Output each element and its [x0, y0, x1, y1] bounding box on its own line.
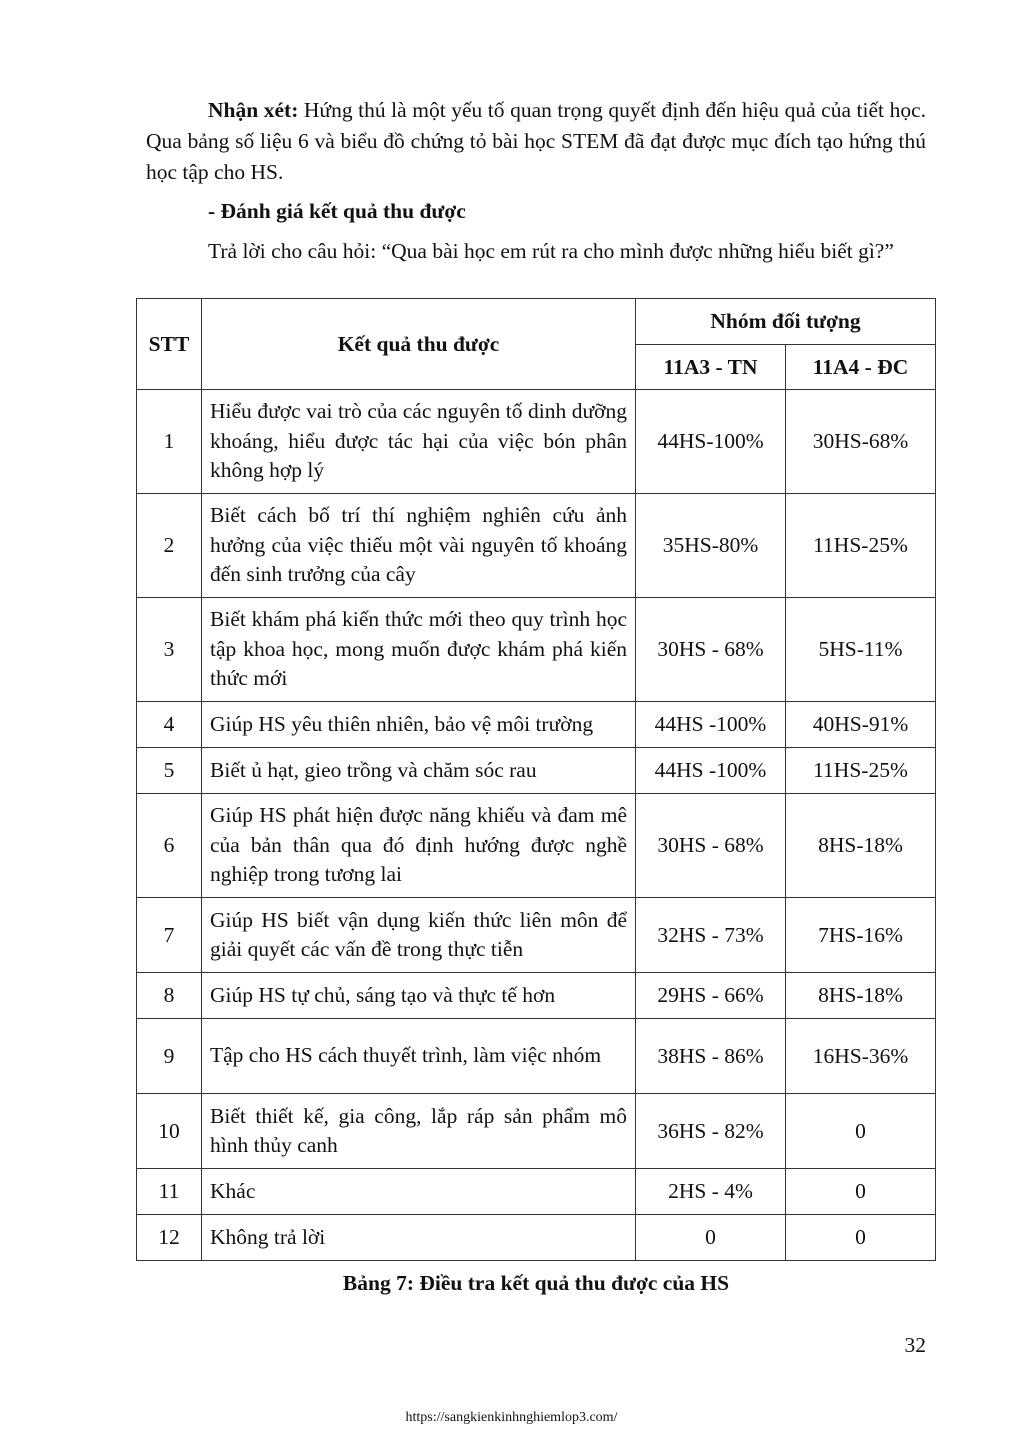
row-stt: 3 [137, 598, 202, 702]
results-table [136, 298, 936, 1261]
row-value-11a3-tn: 35HS-80% [636, 494, 786, 598]
nhan-xet-text: Hứng thú là một yếu tố quan trọng quyết định đến hiệu quả của tiết học. Qua bảng số liệu 6 và biểu đồ chứng tỏ bài học STEM đã đạt được mục đích tạo hứng thú học tập cho HS. [146, 98, 926, 184]
row-description: Tập cho HS cách thuyết trình, làm việc nhóm [202, 1019, 636, 1094]
row-value-11a3-tn: 0 [636, 1215, 786, 1261]
header-result: Kết quả thu được [202, 299, 636, 390]
row-value-11a3-tn: 30HS - 68% [636, 598, 786, 702]
row-value-11a3-tn: 29HS - 66% [636, 973, 786, 1019]
nhan-xet-paragraph [146, 95, 926, 188]
row-value-11a4-dc: 11HS-25% [786, 494, 936, 598]
row-description: Không trả lời [202, 1215, 636, 1261]
row-stt: 2 [137, 494, 202, 598]
header-group: Nhóm đối tượng [636, 299, 936, 345]
row-stt: 5 [137, 748, 202, 794]
row-description: Hiểu được vai trò của các nguyên tố dinh dưỡng khoáng, hiểu được tác hại của việc bón phân không hợp lý [202, 390, 636, 494]
row-description: Biết thiết kế, gia công, lắp ráp sản phẩm mô hình thủy canh [202, 1094, 636, 1169]
footer-url: https://sangkienkinhnghiemlop3.com/ [405, 1410, 618, 1425]
table-row [137, 390, 936, 494]
table-caption: Bảng 7: Điều tra kết quả thu được của HS [342, 1271, 730, 1295]
row-description: Biết ủ hạt, gieo trồng và chăm sóc rau [202, 748, 636, 794]
row-value-11a4-dc: 8HS-18% [786, 973, 936, 1019]
row-value-11a4-dc: 5HS-11% [786, 598, 936, 702]
row-description: Giúp HS phát hiện được năng khiếu và đam mê của bản thân qua đó định hướng được nghề nghiệp trong tương lai [202, 794, 636, 898]
nhan-xet-label: Nhận xét: [208, 98, 299, 122]
row-value-11a3-tn: 44HS-100% [636, 390, 786, 494]
row-description: Giúp HS yêu thiên nhiên, bảo vệ môi trường [202, 702, 636, 748]
row-value-11a3-tn: 44HS -100% [636, 748, 786, 794]
row-value-11a4-dc: 0 [786, 1094, 936, 1169]
row-stt: 10 [137, 1094, 202, 1169]
table-row [137, 702, 936, 748]
row-stt: 8 [137, 973, 202, 1019]
row-description: Biết khám phá kiến thức mới theo quy trình học tập khoa học, mong muốn được khám phá kiến thức mới [202, 598, 636, 702]
header-stt: STT [137, 299, 202, 390]
row-value-11a3-tn: 30HS - 68% [636, 794, 786, 898]
table-row [137, 494, 936, 598]
row-value-11a4-dc: 11HS-25% [786, 748, 936, 794]
row-value-11a3-tn: 2HS - 4% [636, 1169, 786, 1215]
table-row [137, 1019, 936, 1094]
page-number: 32 [904, 1333, 926, 1357]
row-stt: 11 [137, 1169, 202, 1215]
row-stt: 12 [137, 1215, 202, 1261]
section-heading: - Đánh giá kết quả thu được [208, 199, 466, 223]
row-value-11a4-dc: 30HS-68% [786, 390, 936, 494]
row-value-11a4-dc: 40HS-91% [786, 702, 936, 748]
row-value-11a4-dc: 7HS-16% [786, 898, 936, 973]
table-row [137, 1169, 936, 1215]
row-stt: 9 [137, 1019, 202, 1094]
table-row [137, 1094, 936, 1169]
row-value-11a4-dc: 16HS-36% [786, 1019, 936, 1094]
question-paragraph: Trả lời cho câu hỏi: “Qua bài học em rút ra cho mình được những hiểu biết gì?” [208, 239, 894, 263]
row-value-11a4-dc: 0 [786, 1215, 936, 1261]
row-description: Giúp HS biết vận dụng kiến thức liên môn để giải quyết các vấn đề trong thực tiễn [202, 898, 636, 973]
table-row [137, 748, 936, 794]
header-class-tn: 11A3 - TN [636, 345, 786, 390]
row-stt: 1 [137, 390, 202, 494]
results-table-body [137, 390, 936, 1261]
row-value-11a3-tn: 38HS - 86% [636, 1019, 786, 1094]
row-stt: 4 [137, 702, 202, 748]
row-value-11a4-dc: 8HS-18% [786, 794, 936, 898]
table-row [137, 1215, 936, 1261]
row-value-11a3-tn: 36HS - 82% [636, 1094, 786, 1169]
row-description: Giúp HS tự chủ, sáng tạo và thực tế hơn [202, 973, 636, 1019]
table-row [137, 598, 936, 702]
row-description: Biết cách bố trí thí nghiệm nghiên cứu ảnh hưởng của việc thiếu một vài nguyên tố khoáng đến sinh trưởng của cây [202, 494, 636, 598]
row-value-11a3-tn: 44HS -100% [636, 702, 786, 748]
table-row [137, 794, 936, 898]
row-stt: 6 [137, 794, 202, 898]
header-class-dc: 11A4 - ĐC [786, 345, 936, 390]
row-value-11a4-dc: 0 [786, 1169, 936, 1215]
table-row [137, 973, 936, 1019]
table-row [137, 898, 936, 973]
row-stt: 7 [137, 898, 202, 973]
row-description: Khác [202, 1169, 636, 1215]
row-value-11a3-tn: 32HS - 73% [636, 898, 786, 973]
